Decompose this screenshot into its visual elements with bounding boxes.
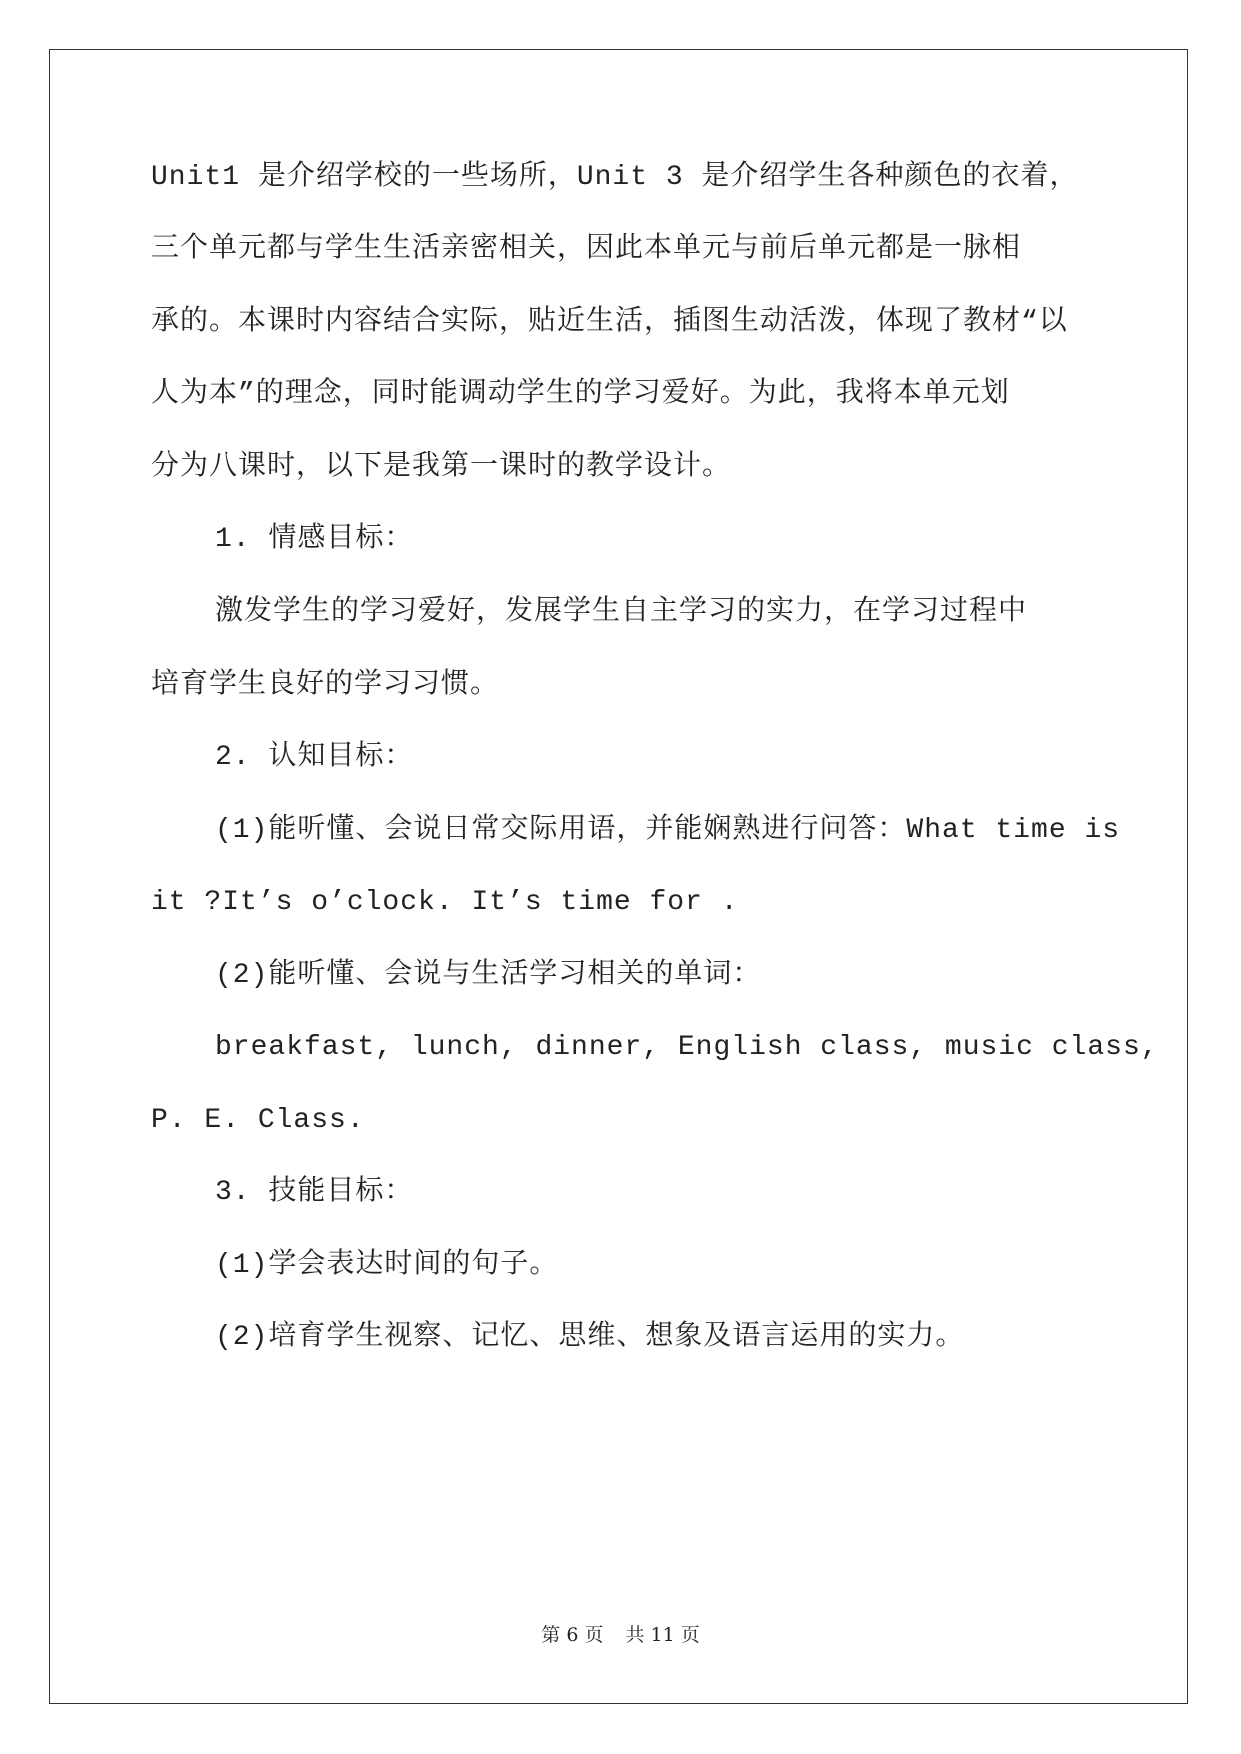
text-line: it ?It’s o’clock. It’s time for . — [151, 887, 739, 918]
text-line: (1)学会表达时间的句子。 — [215, 1250, 559, 1281]
text-line: 培育学生良好的学习习惯。 — [151, 670, 500, 701]
text-line: 人为本”的理念，同时能调动学生的学习爱好。为此，我将本单元划 — [151, 379, 1010, 410]
text-line: (2)培育学生视察、记忆、思维、想象及语言运用的实力。 — [215, 1322, 965, 1353]
section-heading: 3. 技能目标： — [215, 1177, 414, 1208]
text-line: P. E. Class. — [151, 1105, 365, 1136]
page-total: 共 11 页 — [625, 1624, 700, 1646]
text-line: (2)能听懂、会说与生活学习相关的单词： — [215, 960, 762, 991]
text-line: 激发学生的学习爱好，发展学生自主学习的实力，在学习过程中 — [215, 597, 1028, 628]
text-line: Unit1 是介绍学校的一些场所，Unit 3 是介绍学生各种颜色的衣着， — [151, 162, 1079, 193]
section-heading: 2. 认知目标： — [215, 742, 414, 773]
text-line: 分为八课时，以下是我第一课时的教学设计。 — [151, 452, 732, 483]
text-line: (1)能听懂、会说日常交际用语，并能娴熟进行问答：What time is — [215, 815, 1121, 846]
text-line: breakfast, lunch, dinner, English class, music class, — [215, 1032, 1159, 1063]
page-border — [49, 49, 1188, 1704]
page-footer — [0, 1620, 1241, 1647]
page-number: 第 6 页 — [541, 1624, 604, 1646]
section-heading: 1. 情感目标： — [215, 524, 414, 555]
text-line: 承的。本课时内容结合实际，贴近生活，插图生动活泼，体现了教材“以 — [151, 307, 1068, 338]
text-line: 三个单元都与学生生活亲密相关，因此本单元与前后单元都是一脉相 — [151, 234, 1022, 265]
